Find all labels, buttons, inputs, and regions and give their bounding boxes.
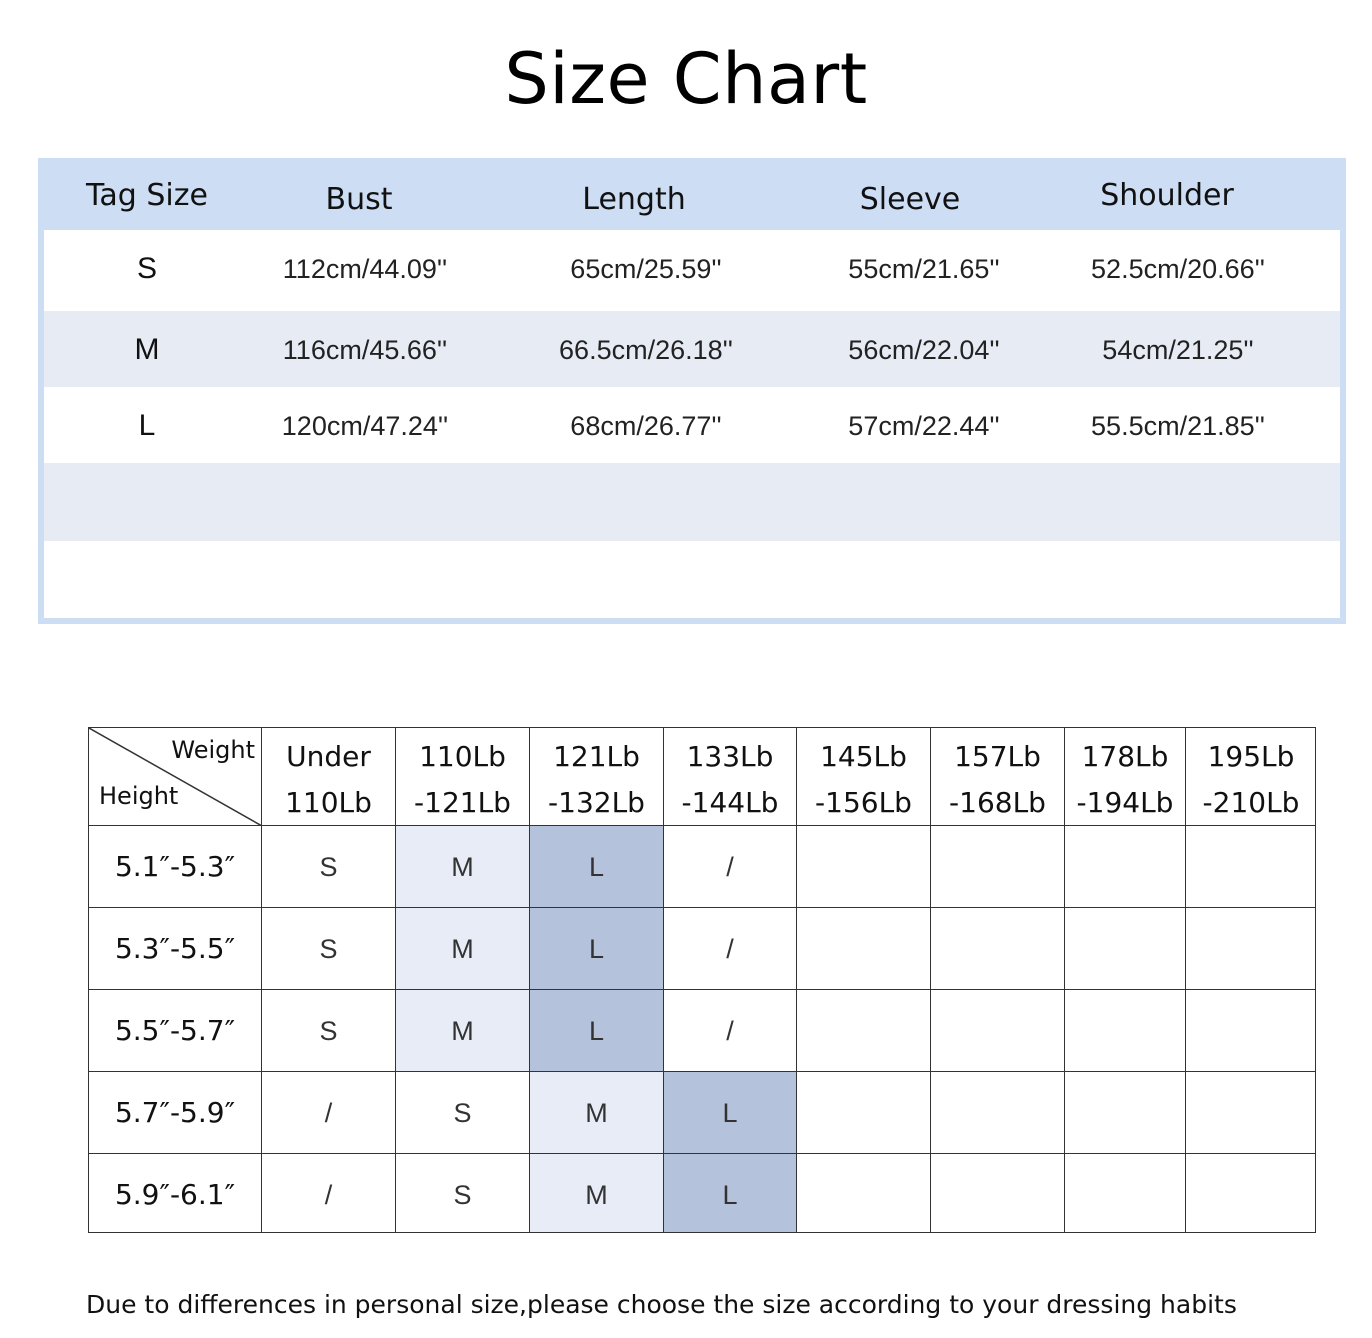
size-cell: [262, 908, 396, 990]
height-range-label: 5.5″-5.7″: [114, 1014, 236, 1047]
measurement-cell: 54cm/21.25'': [1102, 335, 1254, 365]
weight-header-line2: -121Lb: [414, 786, 511, 819]
size-cell: [262, 826, 396, 908]
measurement-cell: 56cm/22.04'': [848, 335, 1000, 365]
measurement-cell: 52.5cm/20.66'': [1091, 254, 1265, 284]
size-value: S: [319, 1016, 338, 1046]
size-cell: [530, 990, 664, 1072]
measurement-row: [44, 311, 1340, 387]
weight-header-line2: -194Lb: [1076, 786, 1174, 819]
measurement-cell: 65cm/25.59'': [570, 254, 722, 284]
size-cell: [262, 1072, 396, 1154]
weight-header-line2: -210Lb: [1202, 786, 1300, 819]
measurement-cell: 116cm/45.66'': [282, 335, 448, 365]
height-row-header: [89, 908, 262, 990]
measurement-table: [38, 158, 1346, 624]
weight-axis-label: Weight: [171, 736, 255, 764]
weight-column-header: [1065, 728, 1186, 826]
size-value: M: [451, 1016, 474, 1046]
size-cell: [797, 1072, 931, 1154]
size-cell: [1186, 1154, 1316, 1232]
weight-header-line1: Under: [286, 740, 371, 773]
page-title: Size Chart: [504, 38, 868, 120]
size-value: M: [451, 934, 474, 964]
header-sleeve: Sleeve: [859, 182, 961, 217]
size-cell: [530, 826, 664, 908]
size-cell: [664, 990, 797, 1072]
size-value: L: [722, 1098, 738, 1128]
weight-header-line1: 157Lb: [954, 740, 1041, 773]
size-value: /: [726, 934, 734, 964]
measurement-row: [44, 463, 1340, 541]
size-cell: [931, 826, 1065, 908]
size-value: M: [585, 1098, 608, 1128]
size-cell: [1186, 990, 1316, 1072]
size-cell: [664, 826, 797, 908]
size-cell: [797, 990, 931, 1072]
weight-column-header: [664, 728, 797, 826]
size-cell: [530, 908, 664, 990]
measurement-cell: 55.5cm/21.85'': [1091, 411, 1265, 441]
weight-header-line2: -132Lb: [548, 786, 645, 819]
tag-size-cell: M: [134, 333, 160, 366]
size-cell: [396, 1154, 530, 1232]
size-cell: [797, 1154, 931, 1232]
height-row-header: [89, 990, 262, 1072]
weight-header-line1: 145Lb: [820, 740, 907, 773]
measurement-cell: 68cm/26.77'': [570, 411, 722, 441]
size-cell: [797, 908, 931, 990]
size-value: M: [451, 852, 474, 882]
height-range-label: 5.3″-5.5″: [114, 932, 236, 965]
size-cell: [262, 1154, 396, 1232]
weight-header-line2: 110Lb: [285, 786, 372, 819]
measurement-row: [44, 230, 1340, 311]
height-row-header: [89, 1072, 262, 1154]
size-cell: [931, 908, 1065, 990]
size-value: L: [588, 852, 605, 882]
size-cell: [1065, 908, 1186, 990]
size-value: M: [585, 1180, 608, 1210]
weight-column-header: [530, 728, 664, 826]
size-cell: [664, 908, 797, 990]
size-cell: [1065, 1072, 1186, 1154]
size-value: /: [324, 1098, 333, 1128]
measurement-cell: 57cm/22.44'': [848, 411, 1000, 441]
weight-header-line2: -144Lb: [681, 786, 779, 819]
height-row-header: [89, 826, 262, 908]
weight-column-header: [396, 728, 530, 826]
size-value: /: [726, 1016, 734, 1046]
size-cell: [931, 990, 1065, 1072]
weight-column-header: [262, 728, 396, 826]
height-range-label: 5.9″-6.1″: [114, 1178, 236, 1211]
fit-note: Due to differences in personal size,please choose the size according to your dressing habits: [86, 1290, 1237, 1319]
height-range-label: 5.7″-5.9″: [114, 1096, 236, 1129]
size-cell: [664, 1154, 797, 1232]
size-cell: [1186, 826, 1316, 908]
size-cell: [396, 826, 530, 908]
size-value: L: [588, 1016, 605, 1046]
size-cell: [1065, 990, 1186, 1072]
size-cell: [931, 1072, 1065, 1154]
measurement-row: [44, 541, 1340, 618]
size-cell: [797, 826, 931, 908]
measurement-table-header: [38, 158, 1346, 230]
size-cell: [1065, 1154, 1186, 1232]
size-cell: [664, 1072, 797, 1154]
height-axis-label: Height: [99, 782, 179, 810]
measurement-cell: 55cm/21.65'': [848, 254, 1000, 284]
corner-cell: [89, 728, 262, 826]
header-length: Length: [582, 182, 686, 217]
weight-column-header: [931, 728, 1065, 826]
weight-header-line1: 195Lb: [1207, 740, 1295, 773]
size-value: /: [324, 1180, 333, 1210]
size-value: L: [588, 934, 605, 964]
measurement-cell: 66.5cm/26.18'': [559, 335, 733, 365]
header-bust: Bust: [325, 182, 393, 217]
weight-header-line1: 110Lb: [419, 740, 506, 773]
height-row-header: [89, 1154, 262, 1232]
weight-header-line2: -156Lb: [815, 786, 912, 819]
measurement-cell: 120cm/47.24'': [281, 411, 449, 441]
size-cell: [530, 1154, 664, 1232]
size-cell: [396, 1072, 530, 1154]
header-tag-size: Tag Size: [86, 178, 208, 213]
size-cell: [1065, 826, 1186, 908]
size-cell: [396, 990, 530, 1072]
size-value: S: [453, 1098, 472, 1128]
weight-header-line2: -168Lb: [949, 786, 1046, 819]
measurement-row: [44, 387, 1340, 463]
measurement-cell: 112cm/44.09'': [282, 254, 448, 284]
weight-column-header: [797, 728, 931, 826]
weight-header-line1: 133Lb: [686, 740, 774, 773]
size-cell: [1186, 908, 1316, 990]
size-value: S: [453, 1180, 472, 1210]
size-value: S: [319, 852, 338, 882]
weight-header-line1: 178Lb: [1081, 740, 1169, 773]
tag-size-cell: S: [136, 252, 158, 285]
size-cell: [262, 990, 396, 1072]
height-weight-size-grid: [88, 727, 1316, 1233]
size-value: L: [722, 1180, 738, 1210]
size-cell: [530, 1072, 664, 1154]
size-cell: [1186, 1072, 1316, 1154]
size-cell: [396, 908, 530, 990]
size-cell: [931, 1154, 1065, 1232]
weight-column-header: [1186, 728, 1316, 826]
size-value: /: [726, 852, 734, 882]
weight-header-line1: 121Lb: [553, 740, 640, 773]
tag-size-cell: L: [138, 409, 156, 442]
size-value: S: [319, 934, 338, 964]
header-shoulder: Shoulder: [1100, 178, 1234, 213]
height-range-label: 5.1″-5.3″: [114, 850, 236, 883]
